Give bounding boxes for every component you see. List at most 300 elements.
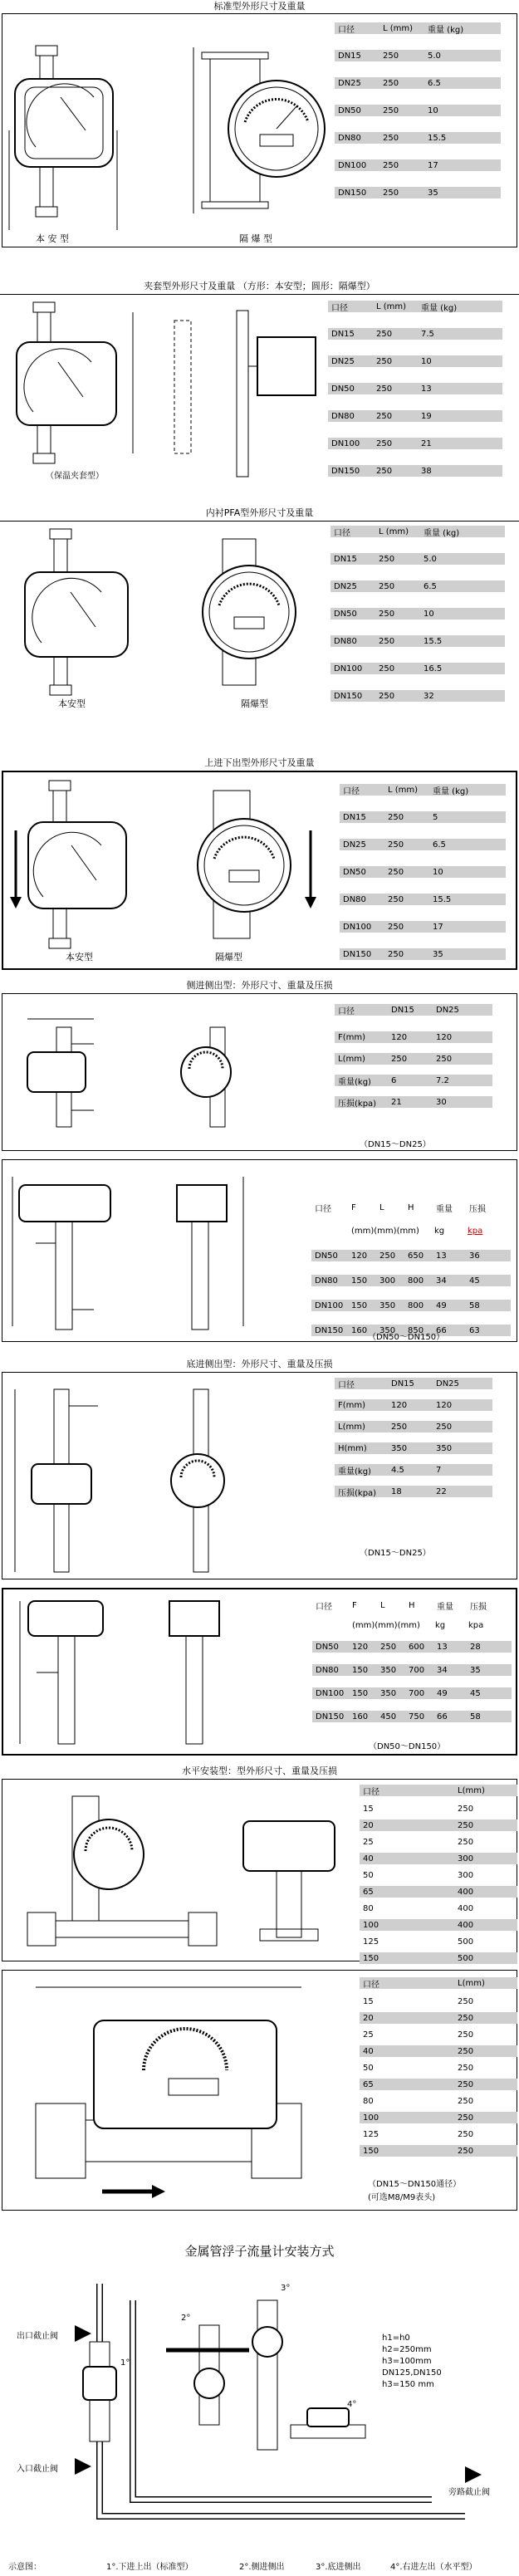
table-cell: 300 — [379, 1276, 396, 1286]
table-cell: 5.0 — [428, 51, 441, 61]
label-v3: 3° — [281, 2284, 291, 2293]
table-cell: DN25 — [338, 78, 361, 88]
table-row — [360, 2112, 517, 2123]
table-cell: 500 — [458, 1953, 474, 1963]
table-row — [340, 811, 506, 823]
table-row — [360, 2045, 517, 2057]
table-cell: DN50 — [343, 867, 366, 877]
table-row — [340, 839, 506, 850]
table-row — [328, 328, 502, 340]
col-header-l: L — [379, 1202, 384, 1212]
table-row — [360, 2062, 517, 2074]
units-kg: kg — [434, 1226, 445, 1236]
table-header-row — [335, 1378, 492, 1389]
section-title-horizontal: 水平安装型：型外形尺寸、重量及压损 — [182, 1765, 337, 1776]
table-cell: DN150 — [331, 466, 360, 476]
table-row — [360, 1853, 517, 1864]
table-cell: 250 — [458, 2046, 474, 2056]
section-title-bottom-in-side-out: 底进侧出型：外形尺寸、重量及压损 — [186, 1359, 333, 1369]
table-cell: 19 — [421, 411, 432, 421]
table-cell: 6.5 — [428, 78, 441, 88]
table-row — [312, 1711, 512, 1722]
table-row — [360, 2012, 517, 2024]
table-cell: 5.0 — [424, 554, 437, 564]
table-cell: 500 — [458, 1937, 474, 1947]
table-cell: 重量(kg) — [338, 1077, 371, 1087]
table-cell: 250 — [458, 2079, 474, 2089]
table-cell: 350 — [391, 1443, 408, 1453]
table-cell: 250 — [383, 188, 399, 198]
table-row — [328, 410, 502, 422]
table-cell: 6.5 — [424, 581, 437, 591]
table-cell: 250 — [376, 329, 393, 339]
table-cell: 125 — [363, 2129, 379, 2139]
table-row — [328, 438, 502, 449]
col-header-caliber: 口径 — [338, 25, 355, 35]
table-cell: 45 — [470, 1688, 481, 1698]
table-cell: 35 — [433, 949, 443, 959]
table-cell: DN80 — [315, 1276, 338, 1286]
table-cell: 15 — [363, 1804, 374, 1814]
table-row — [340, 948, 506, 960]
table-cell: 250 — [458, 1820, 474, 1830]
table-cell: 250 — [376, 411, 393, 421]
divider — [0, 521, 519, 522]
table-row — [335, 1031, 492, 1043]
table-cell: 250 — [379, 581, 395, 591]
table-row — [360, 1819, 517, 1831]
table-cell: 13 — [436, 1251, 447, 1261]
col-header-weight: 重量 (kg) — [428, 25, 464, 35]
table-cell: 250 — [391, 1054, 408, 1064]
table-cell: DN25 — [334, 581, 357, 591]
table-header-row — [330, 526, 505, 537]
table-cell: 250 — [379, 554, 395, 564]
table-cell: DN80 — [334, 636, 357, 646]
col-header-caliber: 口径 — [315, 1204, 331, 1214]
label-h2: h2=250mm — [382, 2345, 432, 2354]
table-cell: 7.5 — [421, 329, 434, 339]
table-cell: DN150 — [315, 1325, 344, 1335]
range-note: （DN50～DN150） — [368, 1333, 445, 1342]
table-header-row — [340, 784, 506, 796]
table-cell: 850 — [408, 1325, 424, 1335]
table-cell: DN15 — [334, 554, 357, 564]
table-row — [335, 1442, 492, 1454]
table-cell: 250 — [379, 1251, 396, 1261]
table-cell: 800 — [408, 1276, 424, 1286]
units-kg: kg — [435, 1620, 446, 1630]
table-cell: 250 — [458, 2013, 474, 2023]
section-bottom-in-small — [2, 1372, 517, 1579]
table-row — [360, 1886, 517, 1898]
col-header-length: L (mm) — [376, 301, 407, 311]
table-cell: 4.5 — [391, 1465, 404, 1475]
table-row — [335, 187, 501, 198]
table-cell: 10 — [421, 356, 432, 366]
table-row — [312, 1687, 512, 1699]
table-cell: 300 — [458, 1870, 474, 1880]
table-cell: 250 — [379, 636, 395, 646]
table-cell: H(mm) — [338, 1443, 367, 1453]
installation-pipe-drawing — [0, 2267, 519, 2558]
table-cell: 18 — [391, 1486, 402, 1496]
table-cell: 38 — [421, 466, 432, 476]
table-cell: 28 — [470, 1642, 481, 1652]
table-cell: 250 — [458, 1837, 474, 1847]
table-cell: DN100 — [343, 922, 372, 932]
table-row — [340, 921, 506, 933]
table-cell: 250 — [379, 691, 395, 701]
table-cell: 250 — [436, 1054, 453, 1064]
table-cell: 250 — [458, 2030, 474, 2040]
label-outlet-valve: 出口截止阀 — [17, 2332, 58, 2341]
table-cell: 34 — [437, 1665, 448, 1675]
table-cell: 150 — [352, 1688, 369, 1698]
table-cell: 600 — [409, 1642, 425, 1652]
table-row — [335, 159, 501, 171]
spec-table-bottom-in-small — [335, 1378, 492, 1502]
col-header-caliber: 口径 — [331, 303, 348, 313]
table-row — [328, 465, 502, 477]
table-cell: 7 — [436, 1465, 442, 1475]
col-header-pressure-loss: 压损 — [469, 1204, 486, 1214]
table-cell: 10 — [424, 609, 434, 619]
table-row — [360, 2029, 517, 2040]
table-row — [328, 383, 502, 394]
table-cell: 250 — [380, 1642, 397, 1652]
table-row — [330, 690, 505, 702]
table-cell: DN80 — [338, 133, 361, 143]
caption-explosion-proof: 隔 爆 型 — [239, 233, 272, 244]
range-note: （DN15～DN150通径） — [368, 2180, 462, 2189]
head-option-note: (可选M8/M9表头) — [368, 2193, 436, 2202]
table-header-row — [360, 1785, 517, 1796]
table-cell: DN25 — [436, 1379, 459, 1388]
table-cell: 6.5 — [433, 840, 446, 850]
range-note: （DN50～DN150） — [369, 1742, 446, 1751]
table-cell: 35 — [428, 188, 438, 198]
table-row — [360, 2128, 517, 2140]
table-row — [360, 1952, 517, 1964]
table-cell: 300 — [458, 1854, 474, 1863]
table-cell: 63 — [469, 1325, 480, 1335]
table-cell: 400 — [458, 1903, 474, 1913]
table-cell: 10 — [428, 105, 438, 115]
label-inlet-valve: 入口截止阀 — [17, 2465, 58, 2474]
table-cell: DN100 — [331, 438, 360, 448]
divider — [0, 294, 519, 295]
table-cell: 700 — [409, 1665, 425, 1675]
col-header-caliber: 口径 — [363, 1787, 379, 1797]
table-row — [330, 635, 505, 647]
table-cell: 7.2 — [436, 1075, 449, 1085]
table-cell: 40 — [363, 1854, 374, 1863]
table-cell: 250 — [458, 1996, 474, 2006]
table-cell: DN50 — [315, 1251, 338, 1261]
col-header-weight: 重量 (kg) — [424, 528, 460, 538]
table-cell: 250 — [388, 812, 404, 822]
col-header-f: F — [351, 1202, 356, 1212]
table-row — [335, 132, 501, 144]
installation-legend — [0, 2559, 519, 2573]
label-h4: h3=150 mm — [382, 2380, 434, 2389]
table-cell: DN150 — [338, 188, 367, 198]
table-header-row — [335, 1004, 492, 1016]
table-row — [335, 50, 501, 61]
table-row — [360, 1936, 517, 1947]
table-cell: 压损(kpa) — [338, 1488, 377, 1498]
table-cell: F(mm) — [338, 1032, 366, 1042]
table-cell: 250 — [383, 160, 399, 170]
table-cell: 65 — [363, 1887, 374, 1897]
table-cell: 120 — [436, 1400, 453, 1410]
label-h1: h1=h0 — [382, 2334, 410, 2343]
col-header-caliber: 口径 — [343, 786, 360, 796]
table-cell: 100 — [363, 1920, 379, 1930]
table-cell: DN15 — [343, 812, 366, 822]
table-cell: 17 — [433, 922, 443, 932]
table-cell: 250 — [383, 133, 399, 143]
table-cell: 150 — [351, 1300, 368, 1310]
col-header-weight: 重量 (kg) — [433, 786, 469, 796]
table-header-row — [360, 1977, 517, 1989]
table-cell: 80 — [363, 2096, 374, 2106]
spec-table-horizontal-1 — [360, 1785, 517, 1964]
spec-table-jacket — [328, 301, 502, 492]
table-cell: 350 — [436, 1443, 453, 1453]
table-cell: 80 — [363, 1903, 374, 1913]
table-cell: 350 — [380, 1688, 397, 1698]
table-cell: 50 — [363, 2063, 374, 2073]
table-row — [311, 1300, 511, 1311]
table-cell: 750 — [409, 1712, 425, 1721]
table-cell: DN80 — [316, 1665, 339, 1675]
section-title-top-in-bottom-out: 上进下出型外形尺寸及重量 — [204, 757, 315, 768]
table-cell: 250 — [391, 1422, 408, 1432]
table-cell: 15.5 — [433, 894, 452, 904]
table-cell: 32 — [424, 691, 434, 701]
table-cell: 150 — [351, 1276, 368, 1286]
table-cell: 160 — [351, 1325, 368, 1335]
legend-item: 4°.右进左出（水平型） — [390, 2563, 477, 2572]
table-cell: 120 — [352, 1642, 369, 1652]
table-row — [311, 1275, 511, 1286]
table-cell: DN80 — [331, 411, 355, 421]
table-cell: 25 — [363, 2030, 374, 2040]
label-v4: 4° — [347, 2400, 357, 2409]
table-cell: DN150 — [334, 691, 363, 701]
table-header-row — [311, 1202, 511, 1213]
col-header-f: F — [352, 1600, 357, 1610]
section-horizontal-2 — [2, 1970, 517, 2211]
units-mm: (mm)(mm)(mm) — [352, 1620, 420, 1630]
table-cell: 350 — [380, 1665, 397, 1675]
label-dn: DN125,DN150 — [382, 2368, 442, 2378]
table-row — [312, 1664, 512, 1676]
table-cell: 250 — [376, 356, 393, 366]
table-cell: 250 — [376, 466, 393, 476]
table-header-row — [328, 301, 502, 312]
table-cell: DN150 — [343, 949, 372, 959]
units-row — [312, 1619, 512, 1631]
table-cell: DN25 — [343, 840, 366, 850]
section-top-in-bottom-out — [2, 771, 517, 970]
table-row — [335, 77, 501, 89]
table-row — [330, 553, 505, 565]
table-cell: DN15 — [391, 1005, 414, 1015]
section-jacket — [0, 296, 519, 485]
table-row — [311, 1250, 511, 1261]
table-cell: 250 — [379, 664, 395, 673]
col-header-weight: 重量 — [436, 1204, 453, 1214]
table-row — [330, 663, 505, 674]
col-header-h: H — [409, 1600, 415, 1610]
label-h3: h3=100mm — [382, 2357, 432, 2366]
legend-label: 示意图： — [8, 2563, 42, 2572]
table-cell: 13 — [421, 384, 432, 394]
table-row — [340, 894, 506, 905]
table-row — [360, 2079, 517, 2090]
caption-intrinsic-safe: 本安型 — [58, 698, 86, 709]
table-row — [328, 355, 502, 367]
table-cell: 150 — [363, 2146, 379, 2156]
table-cell: DN50 — [334, 609, 357, 619]
section-bottom-in-large — [2, 1588, 517, 1756]
table-cell: 口径 — [338, 1006, 355, 1016]
table-cell: 45 — [469, 1276, 480, 1286]
table-row — [360, 1836, 517, 1848]
units-mm: (mm)(mm)(mm) — [351, 1226, 419, 1236]
table-row — [330, 608, 505, 620]
caption-intrinsic-safe: 本 安 型 — [36, 233, 69, 244]
section-side-in-small — [2, 993, 517, 1151]
section-title-jacket: 夹套型外形尺寸及重量 （方形：本安型；圆形：隔爆型） — [144, 281, 375, 291]
col-header-caliber: 口径 — [334, 528, 350, 538]
table-cell: 15 — [363, 1996, 374, 2006]
table-cell: 65 — [363, 2079, 374, 2089]
table-cell: 125 — [363, 1937, 379, 1947]
table-cell: DN80 — [343, 894, 366, 904]
table-cell: 40 — [363, 2046, 374, 2056]
section-side-in-large — [2, 1159, 517, 1342]
table-cell: 350 — [379, 1325, 396, 1335]
table-row — [360, 1996, 517, 2007]
range-note: （DN15～DN25） — [360, 1549, 431, 1558]
table-cell: DN50 — [338, 105, 361, 115]
table-cell: 250 — [376, 384, 393, 394]
col-header-length: L (mm) — [383, 23, 414, 33]
table-cell: DN50 — [331, 384, 355, 394]
label-bypass-valve: 旁路截止阀 — [448, 2488, 490, 2497]
col-header-length: L (mm) — [388, 785, 419, 795]
table-cell: DN15 — [331, 329, 355, 339]
table-cell: 250 — [458, 2113, 474, 2123]
table-cell: 58 — [469, 1300, 480, 1310]
table-cell: 120 — [436, 1032, 453, 1042]
col-header-pressure-loss: 压损 — [470, 1602, 487, 1612]
table-cell: 250 — [388, 922, 404, 932]
table-cell: 250 — [458, 2146, 474, 2156]
table-cell: 20 — [363, 2013, 374, 2023]
table-cell: L(mm) — [338, 1422, 365, 1432]
units-kpa: kpa — [468, 1620, 484, 1630]
table-cell: 250 — [458, 2129, 474, 2139]
table-cell: 250 — [383, 105, 399, 115]
table-cell: DN50 — [316, 1642, 339, 1652]
table-cell: 700 — [409, 1688, 425, 1698]
table-row — [335, 1096, 492, 1108]
table-cell: 25 — [363, 1837, 374, 1847]
installation-diagram — [0, 2267, 519, 2558]
col-header-length: L(mm) — [458, 1785, 485, 1795]
table-row — [335, 105, 501, 116]
col-header-caliber: 口径 — [316, 1602, 332, 1612]
section-standard — [2, 13, 517, 247]
table-cell: 口径 — [338, 1380, 355, 1390]
col-header-caliber: 口径 — [363, 1980, 379, 1990]
table-cell: 34 — [436, 1276, 447, 1286]
label-v2: 2° — [181, 2314, 191, 2323]
spec-table-top-in — [340, 784, 506, 976]
table-cell: 13 — [437, 1642, 448, 1652]
table-cell: 17 — [428, 160, 438, 170]
units-row — [311, 1225, 511, 1237]
table-cell: L(mm) — [338, 1054, 365, 1064]
table-cell: 重量(kg) — [338, 1467, 371, 1477]
table-cell: 150 — [363, 1953, 379, 1963]
table-cell: 250 — [376, 438, 393, 448]
caption-intrinsic-safe: 本安型 — [66, 952, 93, 962]
section-horizontal-1 — [2, 1779, 517, 1961]
col-header-weight: 重量 — [437, 1602, 453, 1612]
table-cell: DN25 — [331, 356, 355, 366]
spec-table-side-in-small — [335, 1004, 492, 1113]
table-cell: 6 — [391, 1075, 397, 1085]
caption-jacket: （保温夹套型） — [46, 472, 104, 481]
table-row — [335, 1053, 492, 1065]
table-row — [360, 1903, 517, 1914]
table-row — [360, 1919, 517, 1931]
table-cell: 250 — [388, 894, 404, 904]
table-cell: 49 — [436, 1300, 447, 1310]
table-cell: 400 — [458, 1887, 474, 1897]
section-title-standard: 标准型外形尺寸及重量 — [213, 1, 306, 12]
table-cell: 22 — [436, 1486, 447, 1496]
table-cell: 120 — [351, 1251, 368, 1261]
table-row — [340, 866, 506, 878]
spec-table-horizontal-2 — [360, 1977, 517, 2157]
table-cell: 58 — [470, 1712, 481, 1721]
col-header-length: L (mm) — [379, 526, 409, 536]
spec-table-pfa — [330, 526, 505, 717]
table-cell: 16.5 — [424, 664, 443, 673]
table-row — [360, 1869, 517, 1881]
table-cell: 800 — [408, 1300, 424, 1310]
table-cell: DN15 — [338, 51, 361, 61]
legend-item: 1°.下进上出（标准型） — [106, 2563, 193, 2572]
table-cell: 压损(kpa) — [338, 1099, 377, 1109]
table-row — [330, 580, 505, 592]
range-note: （DN15～DN25） — [360, 1140, 431, 1149]
table-cell: 20 — [363, 1820, 374, 1830]
table-row — [335, 1075, 492, 1086]
table-cell: 15.5 — [424, 636, 443, 646]
table-header-row — [335, 22, 501, 34]
table-cell: 250 — [458, 2096, 474, 2106]
col-header-l: L — [380, 1600, 385, 1610]
spec-table-bottom-in-large — [312, 1599, 512, 1729]
